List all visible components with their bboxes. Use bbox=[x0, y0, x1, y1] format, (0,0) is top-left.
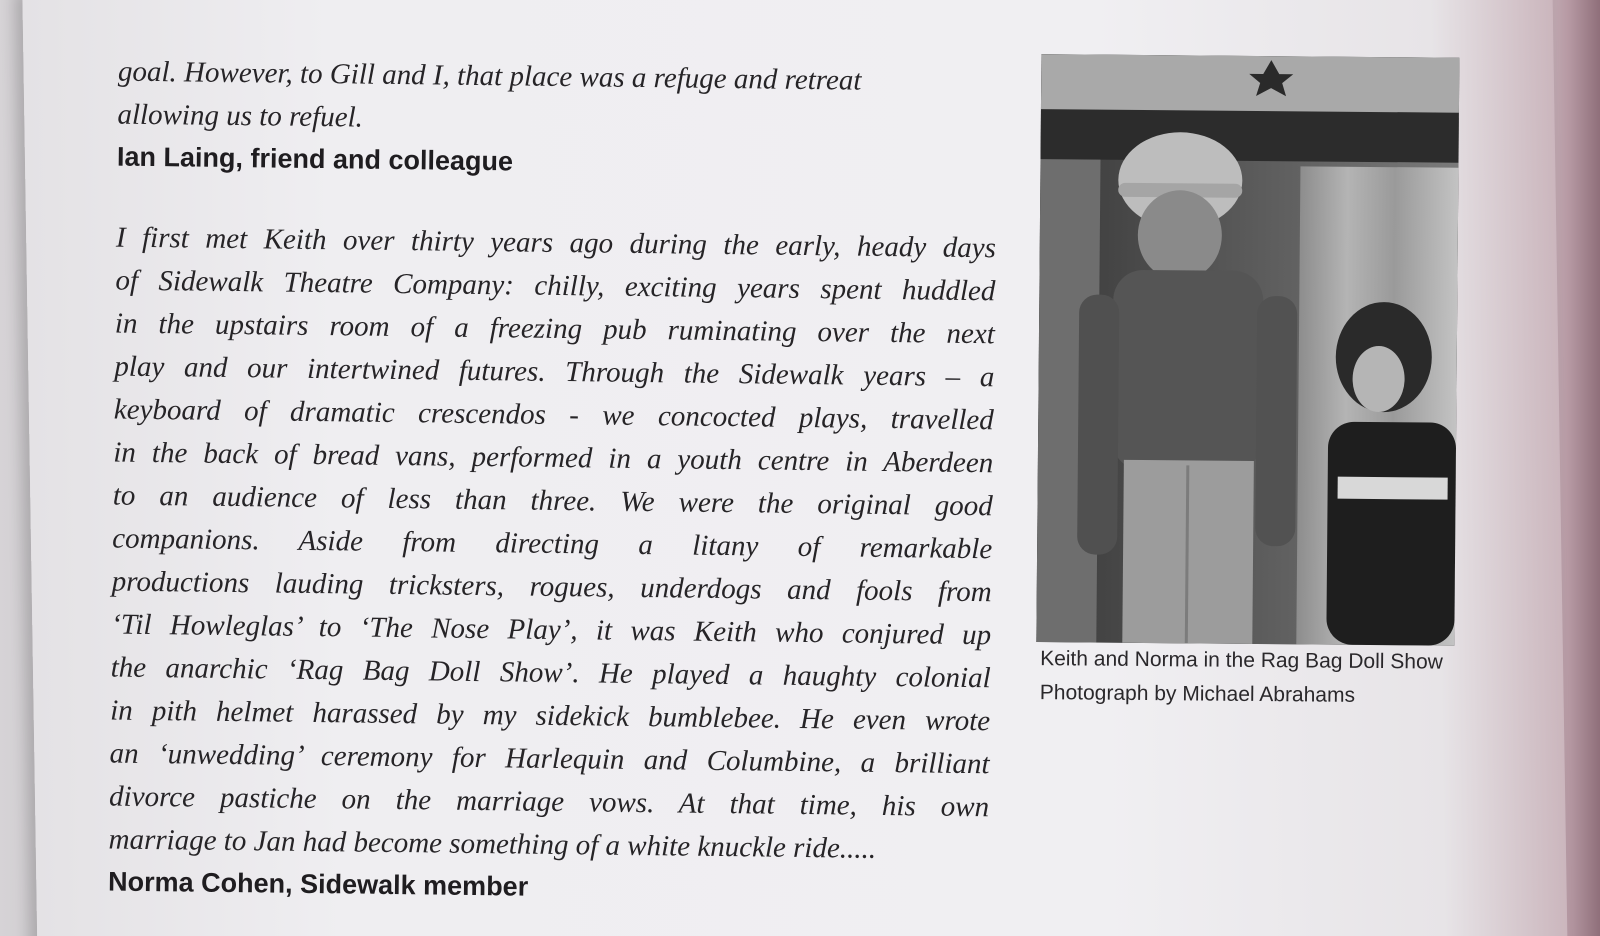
attribution-ian-laing: Ian Laing, friend and colleague bbox=[116, 141, 514, 177]
quote-line: an ‘unwedding’ ceremony for Harlequin and Columbine, a brilliant bbox=[109, 737, 990, 781]
quote-line: in the back of bread vans, performed in a youth centre in Aberdeen bbox=[113, 436, 994, 480]
photo-illustration bbox=[1036, 54, 1459, 646]
quote-line: I first met Keith over thirty years ago during the early, heady days bbox=[115, 221, 997, 265]
quote-line: in the upstairs room of a freezing pub ruminating over the next bbox=[114, 307, 996, 351]
text-column bbox=[108, 51, 998, 913]
quote-line: productions lauding tricksters, rogues, underdogs and fools from bbox=[111, 565, 992, 609]
quote-line: marriage to Jan had become something of a white knuckle ride..... bbox=[108, 823, 877, 865]
quote-line: ‘Til Howleglas’ to ‘The Nose Play’, it was Keith who conjured up bbox=[111, 608, 992, 652]
book-page bbox=[22, 0, 1567, 936]
attribution-norma-cohen: Norma Cohen, Sidewalk member bbox=[107, 866, 529, 902]
quote-line: goal. However, to Gill and I, that place was a refuge and retreat bbox=[117, 55, 862, 97]
photo-caption: Keith and Norma in the Rag Bag Doll Show bbox=[1040, 647, 1443, 674]
quote-line: of Sidewalk Theatre Company: chilly, exciting years spent huddled bbox=[115, 264, 996, 308]
photograph bbox=[1036, 54, 1459, 646]
quote-line: play and our intertwined futures. Through the Sidewalk years – a bbox=[114, 350, 995, 394]
quote-line: in pith helmet harassed by my sidekick bumblebee. He even wrote bbox=[109, 694, 991, 738]
quote-line: the anarchic ‘Rag Bag Doll Show’. He played a haughty colonial bbox=[110, 651, 991, 695]
photo-credit: Photograph by Michael Abrahams bbox=[1039, 681, 1356, 707]
photo-figure bbox=[1036, 54, 1482, 714]
quote-line: to an audience of less than three. We were the original good bbox=[112, 479, 993, 523]
quote-line: companions. Aside from directing a litany of remarkable bbox=[112, 522, 993, 566]
quote-line: allowing us to refuel. bbox=[117, 98, 364, 134]
quote-line: keyboard of dramatic crescendos - we concocted plays, travelled bbox=[113, 393, 994, 437]
quote-line: divorce pastiche on the marriage vows. At that time, his own bbox=[108, 780, 990, 824]
